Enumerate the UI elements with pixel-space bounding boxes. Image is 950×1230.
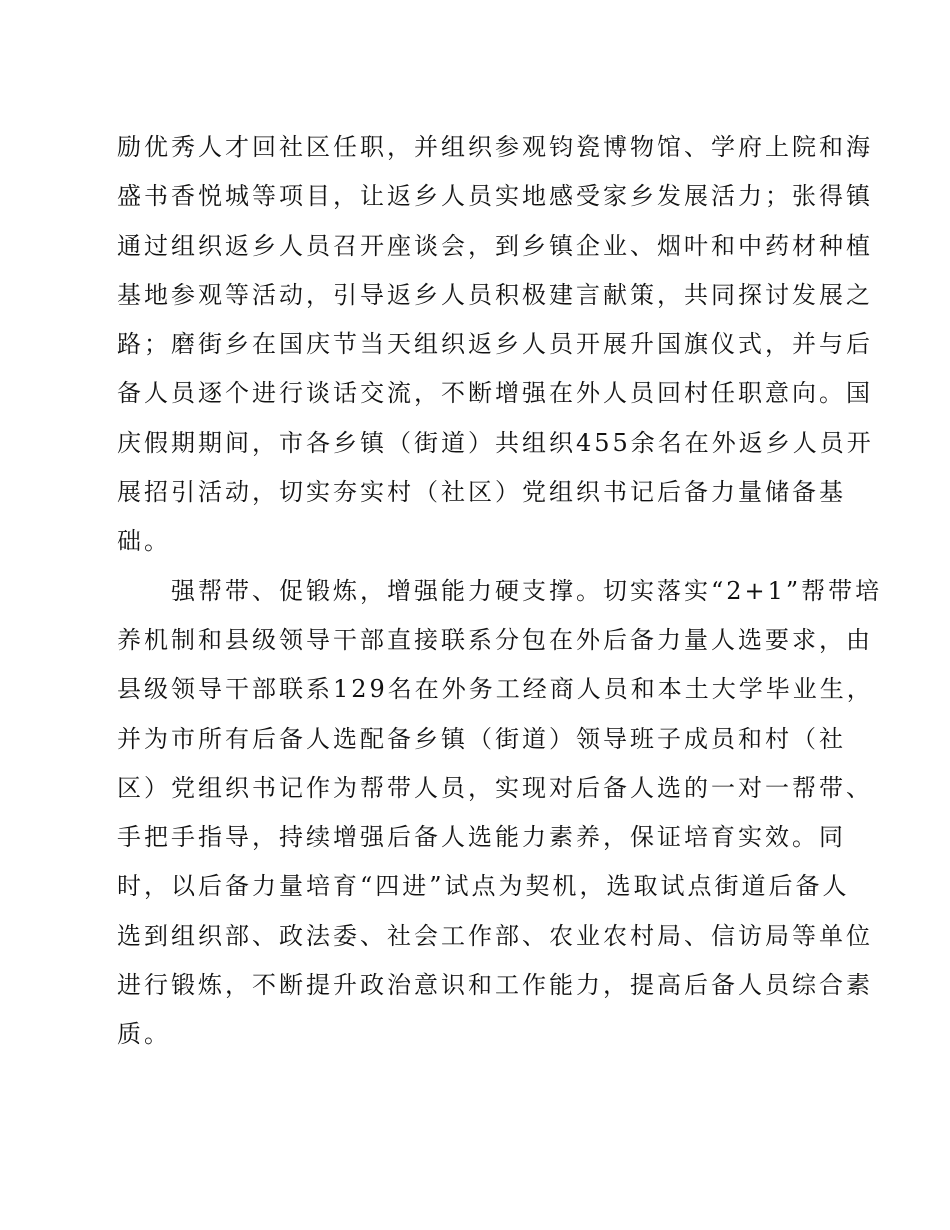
- paragraph-line: 强帮带、促锻炼，增强能力硬支撑。切实落实“2+1”帮带培: [117, 576, 883, 605]
- paragraph-line: 养机制和县级领导干部直接联系分包在外后备力量人选要求，由: [117, 625, 873, 654]
- paragraph-line: 选到组织部、政法委、社会工作部、农业农村局、信访局等单位: [117, 921, 873, 950]
- paragraph-line: 区）党组织书记作为帮带人员，实现对后备人选的一对一帮带、: [117, 773, 873, 802]
- paragraph-line: 路；磨街乡在国庆节当天组织返乡人员开展升国旗仪式，并与后: [117, 330, 873, 359]
- paragraph-line: 并为市所有后备人选配备乡镇（街道）领导班子成员和村（社: [117, 724, 846, 753]
- paragraph-1: [117, 123, 874, 567]
- paragraph-line: 质。: [117, 1020, 171, 1049]
- paragraph-line: 时，以后备力量培育“四进”试点为契机，选取试点街道后备人: [117, 872, 850, 901]
- paragraph-line: 盛书香悦城等项目，让返乡人员实地感受家乡发展活力；张得镇: [117, 182, 873, 211]
- paragraph-line: 备人员逐个进行谈话交流，不断增强在外人员回村任职意向。国: [117, 379, 873, 408]
- paragraph-line: 励优秀人才回社区任职，并组织参观钧瓷博物馆、学府上院和海: [117, 133, 873, 161]
- paragraph-line: 进行锻炼，不断提升政治意识和工作能力，提高后备人员综合素: [117, 971, 873, 1000]
- paragraph-line: 通过组织返乡人员召开座谈会，到乡镇企业、烟叶和中药材种植: [117, 231, 873, 260]
- document-body: [117, 123, 883, 1060]
- paragraph-line: 手把手指导，持续增强后备人选能力素养，保证培育实效。同: [117, 823, 846, 852]
- paragraph-line: 基地参观等活动，引导返乡人员积极建言献策，共同探讨发展之: [117, 280, 873, 309]
- paragraph-2: [117, 567, 883, 1060]
- paragraph-line: 庆假期期间，市各乡镇（街道）共组织455余名在外返乡人员开: [117, 428, 874, 457]
- paragraph-line: 础。: [117, 527, 171, 556]
- paragraph-line: 县级领导干部联系129名在外务工经商人员和本土大学毕业生，: [117, 675, 874, 704]
- paragraph-line: 展招引活动，切实夯实村（社区）党组织书记后备力量储备基: [117, 478, 846, 507]
